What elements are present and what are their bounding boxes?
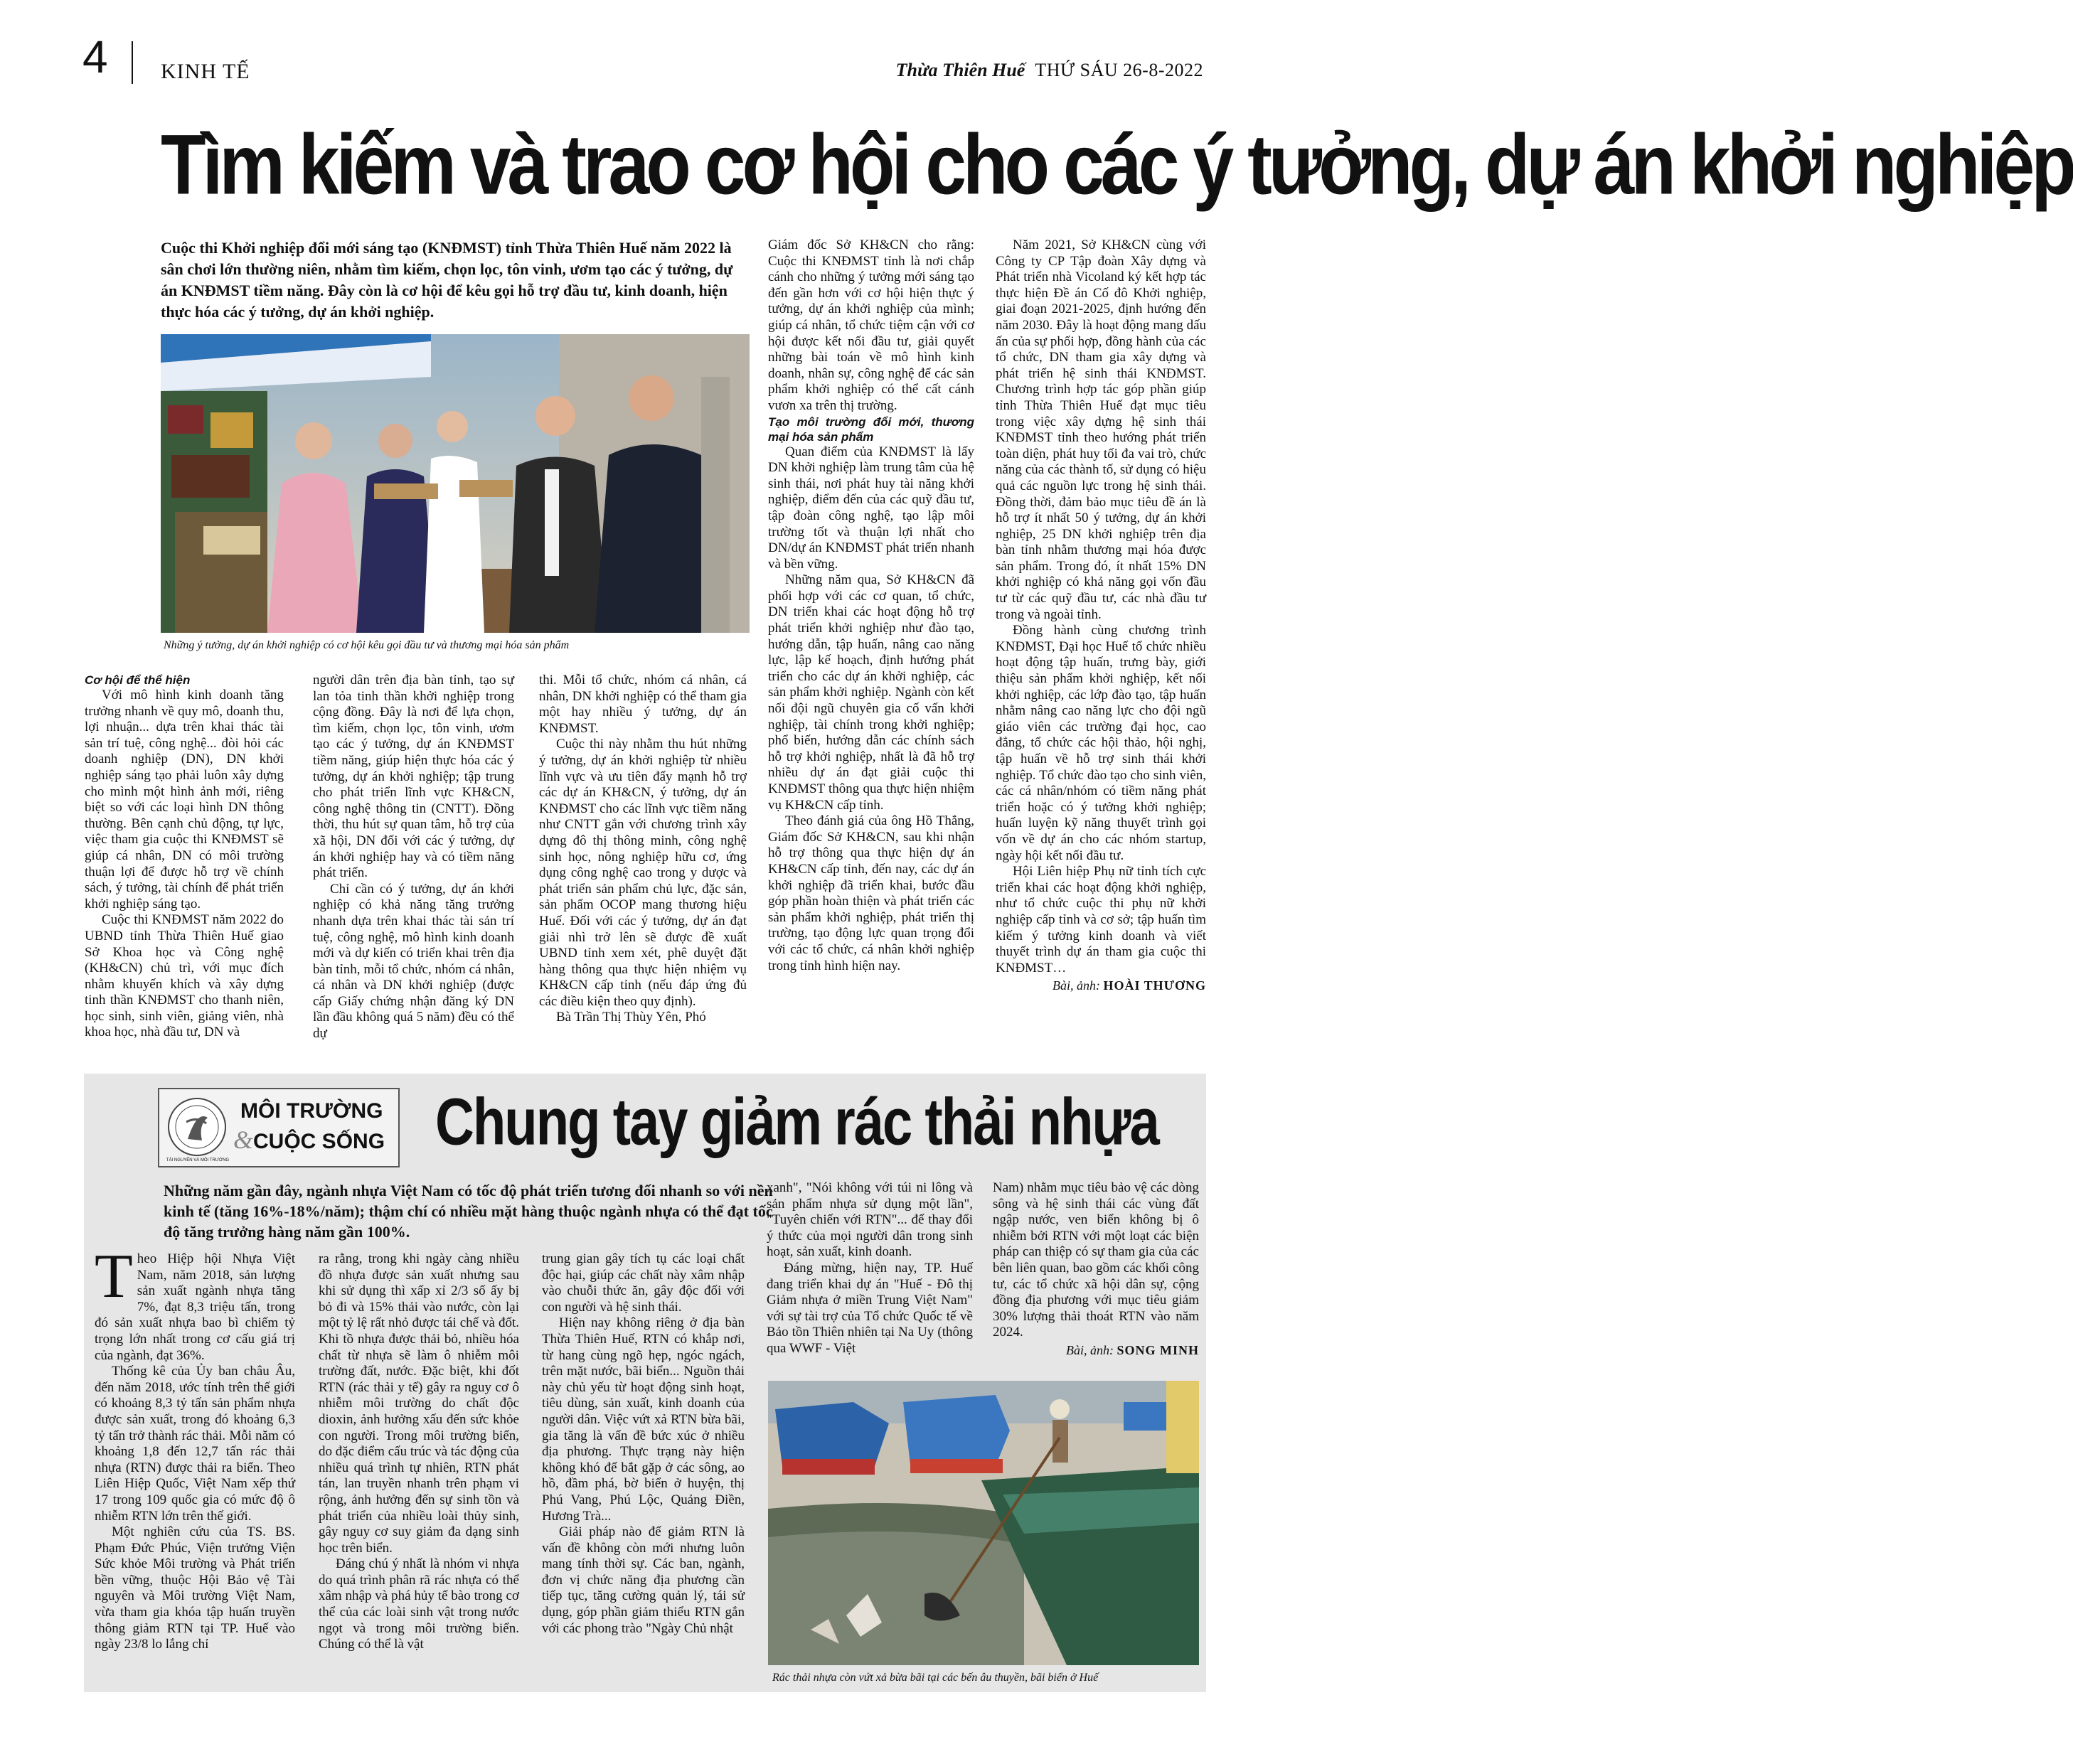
- startup-fair-photo-illustration: [161, 334, 750, 633]
- column-logo-ampersand: &: [233, 1126, 254, 1154]
- drop-cap: T: [95, 1242, 133, 1311]
- column-logo-line2: CUỘC SỐNG: [253, 1130, 385, 1153]
- author-name: SONG MINH: [1117, 1342, 1199, 1357]
- article2-photo: [768, 1381, 1199, 1665]
- article1-headline: Tìm kiếm và trao cơ hội cho các ý tưởng, dự án khởi nghiệp: [161, 117, 2073, 213]
- ministry-emblem-icon: [166, 1096, 228, 1158]
- article2-column-2: [319, 1251, 519, 1653]
- paragraph: Thống kê của Ủy ban châu Âu, đến năm 2018, ước tính trên thế giới có khoảng 8,3 tỷ tấn sản phẩm nhựa được sản xuất, trong đó khoảng 6,3 tỷ tấn trở thành rác thải. Mỗi năm có khoảng 1,8 đến 12,7 tấn rác thải nhựa (RTN) được thải ra biển. Theo Liên Hiệp Quốc, Việt Nam xếp thứ 17 trong 109 quốc gia có mức độ ô nhiễm RTN lớn trên thế giới.: [95, 1364, 295, 1524]
- article2-headline: Chung tay giảm rác thải nhựa: [435, 1085, 1158, 1160]
- paragraph: Đồng hành cùng chương trình KNĐMST, Đại học Huế tổ chức nhiều hoạt động tập huấn, trưng bày, giới thiệu sản phẩm khởi nghiệp, kết nối khởi nghiệp, các lớp đào tạo, tập huấn nhằm nâng cao năng lực cho đội ngũ giáo viên các trường đại học, cao đẳng, tổ chức các hội thảo, hội nghị, tập huấn về hỗ trợ sinh thái khởi nghiệp. Tổ chức đào tạo cho sinh viên, các cá nhân/nhóm có tiềm năng phát triển hoặc có ý tưởng khởi nghiệp; huấn luyện kỹ năng thuyết trình gọi vốn về dự án cho các nhóm startup, ngày hội kết nối đầu tư.: [996, 623, 1206, 863]
- article2-column-5: [993, 1180, 1199, 1359]
- article2-column-1: [95, 1242, 295, 1653]
- article2-byline: Bài, ảnh: SONG MINH: [1065, 1342, 1199, 1357]
- masthead: [896, 60, 1203, 81]
- article1-column-3: [539, 673, 747, 1026]
- article1-photo: [161, 334, 750, 633]
- article1-photo-caption: Những ý tưởng, dự án khởi nghiệp có cơ hội kêu gọi đầu tư và thương mại hóa sản phẩm: [164, 639, 570, 651]
- article2-lead: Những năm gần đây, ngành nhựa Việt Nam có tốc độ phát triển tương đối nhanh so với nền kinh tế (tăng 16%-18%/năm); thậm chí có nhiều mặt hàng thuộc ngành nhựa có thể đạt tốc độ tăng trưởng hàng năm gần 100%.: [164, 1182, 773, 1241]
- paragraph: người dân trên địa bàn tỉnh, tạo sự lan tỏa tinh thần khởi nghiệp trong cộng đồng. Đây là nơi để lựa chọn, tìm kiếm, chọn lọc, tôn vinh, ươm tạo các ý tưởng, dự án KNĐMST tiềm năng, giúp hiện thực hóa các ý tưởng, dự án khởi nghiệp; tập trung cho phát triển lĩnh vực KH&CN, công nghệ thông tin (CNTT). Đồng thời, thu hút sự quan tâm, hỗ trợ của xã hội, DN đối với các ý tưởng, dự án khởi nghiệp hay và có tiềm năng phát triển.: [313, 673, 514, 881]
- page-number: 4: [82, 31, 108, 82]
- paragraph: ra rằng, trong khi ngày càng nhiều đồ nhựa được sản xuất nhưng sau khi sử dụng thì xấp xỉ 2/3 số ấy bị bỏ đi và 15% thải vào nước, còn lại một tỷ lệ rất nhỏ được tái chế và đốt. Khi tồ nhựa được thải bỏ, nhiều hóa chất từ nhựa sẽ làm ô nhiễm môi trường đất, nước. Đặc biệt, khi đốt RTN (rác thải y tế) gây ra nguy cơ ô nhiễm môi trường do chất độc dioxin, ảnh hưởng xấu đến sức khỏe con người. Trong môi trường biển, do đặc điểm cấu trúc và tác động của nhiều quá trình tự nhiên, RTN phát tán, lan truyền nhanh trên phạm vi rộng, ảnh hưởng đến sự sinh tồn và phát triển của nhiều loài thủy sinh, gây nguy cơ suy giảm đa dạng sinh học trên biển.: [319, 1251, 519, 1556]
- paragraph: Nam) nhằm mục tiêu bảo vệ các dòng sông và hệ sinh thái các vùng đất ngập nước, ven biển không bị ô nhiễm bởi RTN với một loạt các biện pháp can thiệp có sự tham gia của các bên liên quan, bao gồm các khối công tư, các tổ chức xã hội dân sự, cộng đồng địa phương với mục tiêu giảm 30% lượng thải thoát RTN vào năm 2024.: [993, 1180, 1199, 1340]
- paragraph: Năm 2021, Sở KH&CN cùng với Công ty CP Tập đoàn Xây dựng và Phát triển nhà Vicoland ký kết hợp tác thực hiện Đề án Cố đô Khởi nghiệp, giai đoạn 2021-2025, định hướng đến năm 2030. Đây là hoạt động mang dấu ấn của sự phối hợp, đồng hành của các tổ chức, DN tham gia xây dựng và phát triển hệ sinh thái KNĐMST. Chương trình hợp tác góp phần giúp tỉnh Thừa Thiên Huế đạt mục tiêu trong việc xây dựng hệ sinh thái KNĐMST tỉnh theo hướng phát triển toàn diện, phát huy tối đa vai trò, chức năng của các thành tố, sử dụng có hiệu quả các nguồn lực trong hệ sinh thái. Đồng thời, đảm bảo mục tiêu đề án là hỗ trợ ít nhất 50 ý tưởng, dự án khởi nghiệp, 25 DN khởi nghiệp trên địa bàn tỉnh nhằm thương mại hóa được sản phẩm. Trong đó, ít nhất 15% DN khởi nghiệp có khả năng gọi vốn đầu tư từ các quỹ đầu tư, các nhà đầu tư trong và ngoài tỉnh.: [996, 237, 1206, 622]
- paragraph: Hội Liên hiệp Phụ nữ tỉnh tích cực triển khai các hoạt động khởi nghiệp, như tổ chức cuộc thi phụ nữ khởi nghiệp cấp tỉnh và cơ sở; tập huấn tìm kiếm ý tưởng kinh doanh và viết thuyết trình dự án tham gia cuộc thi KNĐMST…: [996, 864, 1206, 975]
- paragraph: Đáng chú ý nhất là nhóm vi nhựa do quá trình phân rã rác nhựa có thể xâm nhập và phá hủy tế bào trong cơ thể của các loài sinh vật trong nước ngọt và trong môi trường biển. Chúng có thể là vật: [319, 1556, 519, 1652]
- column-logo-line2-wrap: [233, 1125, 385, 1155]
- article1-column-5: [996, 237, 1206, 994]
- paragraph: Với mô hình kinh doanh tăng trưởng nhanh về quy mô, doanh thu, lợi nhuận... dựa trên khai thác tài sản trí tuệ, công nghệ... đòi hỏi các doanh nghiệp (DN), DN khởi nghiệp sáng tạo phải luôn xây dựng cho mình một hình ảnh mới, riêng biệt so với các loại hình DN thông thường. Bên cạnh chủ động, tự lực, việc tham gia cuộc thi KNĐMST sẽ giúp cá nhân, DN có môi trường thuận lợi để được hỗ trợ về chính sách, ý tưởng, tài chính để phát triển khởi nghiệp sáng tạo.: [85, 688, 284, 912]
- paragraph: Giải pháp nào để giảm RTN là vấn đề không còn mới nhưng luôn mang tính thời sự. Các ban, ngành, đơn vị chức năng địa phương cần tiếp tục, tăng cường quản lý, tái sử dụng, góp phần giảm thiểu RTN gắn với các phong trào "Ngày Chủ nhật: [542, 1524, 745, 1636]
- article1-subhead-1: Cơ hội để thể hiện: [85, 673, 191, 687]
- paragraph: Một nghiên cứu của TS. BS. Phạm Đức Phúc, Viện trưởng Viện Sức khỏe Môi trường và Phát triển bền vững, thuộc Hội Bảo vệ Tài nguyên và Môi trường Việt Nam, vừa tham gia khóa tập huấn truyền thông giảm RTN tại TP. Huế vào ngày 23/8 lo lắng chỉ: [95, 1524, 295, 1652]
- article2-column-4: [767, 1180, 973, 1357]
- author-name: HOÀI THƯƠNG: [1103, 978, 1206, 993]
- paragraph: Chỉ cần có ý tưởng, dự án khởi nghiệp có khả năng tăng trưởng nhanh dựa trên khai thác tài sản trí tuệ, công nghệ, mô hình kinh doanh mới và dự kiến có triển khai trên địa bàn tỉnh, mỗi tổ chức, nhóm cá nhân, cá nhân và DN khởi nghiệp (được cấp Giấy chứng nhận đăng ký DN lần đầu không quá 5 năm) đều có thể dự: [313, 881, 514, 1042]
- paragraph: Hiện nay không riêng ở địa bàn Thừa Thiên Huế, RTN có khắp nơi, từ hang cùng ngõ hẹp, ngóc ngách, trên mặt nước, bãi biển... Nguồn thải này chủ yếu từ hoạt động sinh hoạt, tiêu dùng, sản xuất, kinh doanh của người dân. Việc vứt xả RTN bừa bãi, gia tăng là vấn đề bức xúc ở nhiều địa phương. Thực trạng này hiện không khó để bắt gặp ở các sông, ao hồ, đầm phá, bờ biển ở huyện, thị Phú Vang, Phú Lộc, Quảng Điền, Hương Trà...: [542, 1315, 745, 1524]
- article1-byline: Bài, ảnh: HOÀI THƯƠNG: [1052, 978, 1206, 993]
- paragraph: Cuộc thi này nhằm thu hút những ý tưởng, dự án khởi nghiệp từ nhiều lĩnh vực và ưu tiên đẩy mạnh hỗ trợ các dự án KH&CN, ý tưởng, dự án KNĐMST cho các lĩnh vực tiềm năng như CNTT gắn với chương trình xây dựng đô thị thông minh, công nghệ sinh học, nông nghiệp hữu cơ, ứng dụng công nghệ cao trong y dược và phát triển sản phẩm chủ lực, đặc sản, sản phẩm OCOP mang thương hiệu Huế. Đối với các ý tưởng, dự án đạt giải nhì trở lên sẽ được đề xuất UBND tỉnh xem xét, phê duyệt đặt hàng thông qua thực hiện nhiệm vụ KH&CN cấp tỉnh (nếu đáp ứng đủ các điều kiện theo quy định).: [539, 737, 747, 1009]
- article1-subhead-2: Tạo môi trường đổi mới, thương mại hóa sản phẩm: [768, 415, 974, 444]
- plastic-waste-harbor-photo-illustration: [768, 1381, 1199, 1665]
- paragraph: trung gian gây tích tụ các loại chất độc hại, giúp các chất này xâm nhập vào chuỗi thức ăn, gây độc đối với con người và hệ sinh thái.: [542, 1251, 745, 1315]
- article2-column-3: [542, 1251, 745, 1637]
- paragraph: xanh", "Nói không với túi ni lông và sản phẩm nhựa sử dụng một lần", "Tuyên chiến với RTN"... để thay đổi ý thức của mọi người dân trong sinh hoạt, sản xuất, kinh doanh.: [767, 1180, 973, 1260]
- paragraph: Cuộc thi KNĐMST năm 2022 do UBND tỉnh Thừa Thiên Huế giao Sở Khoa học và Công nghệ (KH&CN) chủ trì, với mục đích nhằm khuyến khích và xây dựng tinh thần KNĐMST cho thanh niên, học sinh, sinh viên, giảng viên, nhà khoa học, nhà đầu tư, DN và: [85, 912, 284, 1040]
- article1-lead: Cuộc thi Khởi nghiệp đổi mới sáng tạo (KNĐMST) tỉnh Thừa Thiên Huế năm 2022 là sân chơi lớn thường niên, nhằm tìm kiếm, chọn lọc, tôn vinh, ươm tạo các ý tưởng, dự án KNĐMST tiềm năng. Đây còn là cơ hội để kêu gọi hỗ trợ đầu tư, kinh doanh, hiện thực hóa các ý tưởng, dự án khởi nghiệp.: [161, 239, 733, 321]
- paragraph: Đáng mừng, hiện nay, TP. Huế đang triển khai dự án "Huế - Đô thị Giảm nhựa ở miền Trung Việt Nam" với sự tài trợ của Tổ chức Quốc tế về Bảo tồn Thiên nhiên tại Na Uy (thông qua WWF - Việt: [767, 1260, 973, 1356]
- paragraph: thi. Mỗi tổ chức, nhóm cá nhân, cá nhân, DN khởi nghiệp có thể tham gia một hay nhiều ý tưởng, dự án KNĐMST.: [539, 673, 747, 736]
- article1-column-4: [768, 237, 974, 974]
- publication-name: Thừa Thiên Huế: [895, 60, 1025, 80]
- emblem-ring-text: TÀI NGUYÊN VÀ MÔI TRƯỜNG: [166, 1158, 230, 1162]
- column-logo: [158, 1088, 400, 1167]
- paragraph: Theo đánh giá của ông Hồ Thắng, Giám đốc Sở KH&CN, sau khi nhận hỗ trợ thông qua thực hiện dự án KH&CN cấp tỉnh, đến nay, các dự án khởi nghiệp đã triển khai, bước đầu góp phần hoàn thiện và phát triển các sản phẩm khởi nghiệp, phát triển thị trường, tạo động lực quan trọng đổi với các tổ chức, cá nhân khởi nghiệp trong tỉnh hình hiện nay.: [768, 813, 974, 973]
- article1-column-1: [85, 673, 284, 1041]
- article2-photo-caption: Rác thải nhựa còn vứt xả bừa bãi tại các bến âu thuyền, bãi biển ở Huế: [772, 1672, 1099, 1684]
- paragraph: Những năm qua, Sở KH&CN đã phối hợp với các cơ quan, tổ chức, DN triển khai các hoạt động hỗ trợ phát triển khởi nghiệp như đào tạo, hướng dẫn, tập huấn, nâng cao năng lực, lập kế hoạch, định hướng phát triển cho các dự án khởi nghiệp, các sản phẩm khởi nghiệp. Ngành còn kết nối đội ngũ chuyên gia cố vấn khởi nghiệp, tài chính trong khởi nghiệp; phổ biến, hướng dẫn các chính sách hỗ trợ khởi nghiệp, nhất là đã hỗ trợ nhiều dự án đạt giải cuộc thi KNĐMST thông qua thực hiện nhiệm vụ KH&CN cấp tỉnh.: [768, 572, 974, 813]
- paragraph: Theo Hiệp hội Nhựa Việt Nam, năm 2018, sản lượng sản xuất ngành nhựa tăng 7%, đạt 8,3 triệu tấn, trong đó sản xuất nhựa bao bì chiếm tỷ trọng lớn nhất trong cơ cấu giá trị của ngành, đạt 36%.: [95, 1242, 295, 1363]
- column-logo-line1: MÔI TRƯỜNG: [240, 1099, 383, 1123]
- article1-column-2: [313, 673, 514, 1042]
- paragraph: Quan điểm của KNĐMST là lấy DN khởi nghiệp làm trung tâm của hệ sinh thái, nơi phát huy tài năng khởi nghiệp, điểm đến của các quỹ đầu tư, tập đoàn công nghệ, tạo lập môi trường tốt và thuận lợi nhất cho DN/dự án KNĐMST phát triển nhanh và bền vững.: [768, 444, 974, 572]
- header-divider: [132, 41, 133, 84]
- section-title: KINH TẾ: [161, 60, 250, 83]
- paragraph: Bà Trần Thị Thùy Yên, Phó: [556, 1010, 706, 1025]
- paragraph: Giám đốc Sở KH&CN cho rằng: Cuộc thi KNĐMST tỉnh là nơi chắp cánh cho những ý tưởng mới sáng tạo đến gần hơn với cơ hội hiện thực ý tưởng, dự án khởi nghiệp của mình; giúp cá nhân, tổ chức tiệm cận với cơ hội được kết nối đầu tư, giải quyết những bài toán về mô hình kinh doanh, nhân sự, công nghệ để các sản phẩm khởi nghiệp có thể cất cánh vươn xa trên thị trường.: [768, 237, 974, 413]
- issue-date: THỨ SÁU 26-8-2022: [1035, 60, 1203, 80]
